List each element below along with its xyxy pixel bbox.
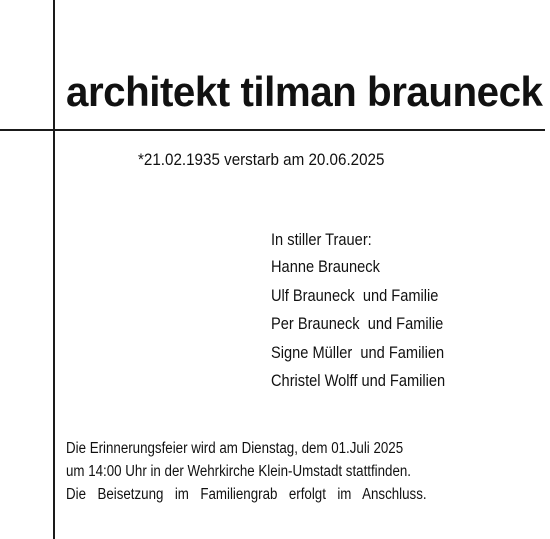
notice-title: architekt tilman brauneck: [66, 68, 543, 115]
ceremony-info-line: Die Erinnerungsfeier wird am Dienstag, dem 01.Juli 2025: [66, 440, 404, 457]
mourner-line: Ulf Brauneck und Familie: [271, 285, 439, 305]
mourners-heading: In stiller Trauer:: [271, 230, 372, 249]
mourner-line: Per Brauneck und Familie: [271, 314, 444, 333]
ceremony-info-line: um 14:00 Uhr in der Wehrkirche Klein-Umstadt stattfinden.: [66, 463, 412, 480]
ceremony-info: [66, 438, 427, 507]
horizontal-rule: [0, 129, 545, 131]
mourner-line: Christel Wolff und Familien: [271, 371, 446, 390]
vertical-rule: [53, 0, 55, 539]
mourner-line: Hanne Brauneck: [271, 257, 380, 276]
ceremony-info-line: Die Beisetzung im Familiengrab erfolgt im Anschluss.: [66, 486, 427, 503]
life-dates: *21.02.1935 verstarb am 20.06.2025: [138, 151, 385, 169]
mourners-block: [271, 226, 445, 396]
mourner-line: Signe Müller und Familien: [271, 342, 445, 362]
